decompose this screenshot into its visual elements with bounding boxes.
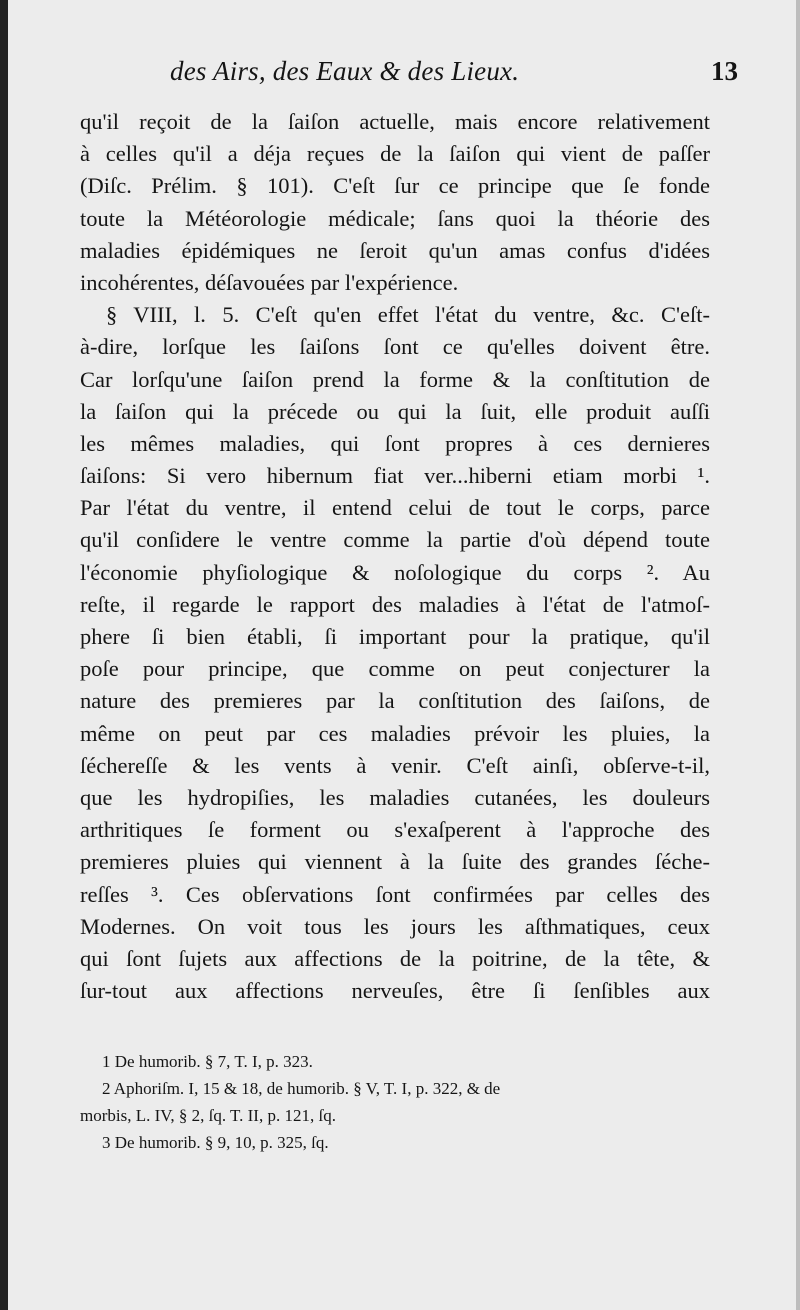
text-line: les mêmes maladies, qui ſont propres à ces dernieres bbox=[80, 430, 710, 456]
text-line: la ſaiſon qui la précede ou qui la ſuit, elle produit auſſi bbox=[80, 398, 710, 424]
text-line: nature des premieres par la conſtitution des ſaiſons, de bbox=[80, 688, 710, 714]
text-line: reſſes ³. Ces obſervations ſont confirmées par celles des bbox=[80, 881, 710, 907]
text-line: qu'il reçoit de la ſaiſon actuelle, mais encore relativement bbox=[80, 109, 710, 134]
text-line: (Diſc. Prélim. § 101). C'eſt ſur ce principe que ſe fonde bbox=[80, 173, 710, 199]
page-number: 13 bbox=[711, 56, 738, 86]
text-line: l'économie phyſiologique & noſologique du corps ². Au bbox=[80, 559, 710, 585]
text-line: que les hydropiſies, les maladies cutanées, les douleurs bbox=[80, 784, 710, 810]
page-edge-right bbox=[796, 0, 800, 1310]
page-edge-shadow bbox=[0, 0, 8, 1310]
text-line: Modernes. On voit tous les jours les aſthmatiques, ceux bbox=[80, 913, 710, 939]
body-text bbox=[80, 106, 710, 1007]
footnote-3: 3 De humorib. § 9, 10, p. 325, ſq. bbox=[102, 1133, 329, 1152]
text-line: ſaiſons: Si vero hibernum fiat ver...hiberni etiam morbi ¹. bbox=[80, 463, 710, 489]
footnotes bbox=[80, 1048, 720, 1156]
text-line: même on peut par ces maladies prévoir les pluies, la bbox=[80, 720, 710, 746]
footnote-1: 1 De humorib. § 7, T. I, p. 323. bbox=[102, 1052, 313, 1071]
text-line: ſéchereſſe & les vents à venir. C'eſt ainſi, obſerve-t-il, bbox=[80, 752, 710, 778]
text-line: reſte, il regarde le rapport des maladies à l'état de l'atmoſ- bbox=[80, 591, 710, 617]
text-line: qu'il conſidere le ventre comme la partie d'où dépend toute bbox=[80, 527, 710, 553]
running-title: des Airs, des Eaux & des Lieux. bbox=[170, 56, 520, 86]
text-line: à-dire, lorſque les ſaiſons ſont ce qu'elles doivent être. bbox=[80, 334, 710, 360]
text-line: poſe pour principe, que comme on peut conjecturer la bbox=[80, 656, 710, 682]
text-line: phere ſi bien établi, ſi important pour la pratique, qu'il bbox=[80, 624, 710, 649]
footnote-2: 2 Aphoriſm. I, 15 & 18, de humorib. § V, T. I, p. 322, & de bbox=[102, 1079, 501, 1098]
text-line: maladies épidémiques ne ſeroit qu'un amas confus d'idées bbox=[80, 237, 710, 263]
text-line: ſur-tout aux affections nerveuſes, être ſi ſenſibles aux bbox=[80, 978, 710, 1004]
text-line: toute la Météorologie médicale; ſans quoi la théorie des bbox=[80, 205, 710, 231]
text-line: incohérentes, déſavouées par l'expérience. bbox=[80, 269, 459, 295]
text-line: Car lorſqu'une ſaiſon prend la forme & la conſtitution de bbox=[80, 366, 710, 392]
text-line: § VIII, l. 5. C'eſt qu'en effet l'état du ventre, &c. C'eſt- bbox=[106, 302, 710, 328]
text-line: premieres pluies qui viennent à la ſuite des grandes ſéche- bbox=[80, 849, 710, 875]
text-line: arthritiques ſe forment ou s'exaſperent à l'approche des bbox=[80, 817, 710, 843]
footnote-2-continued: morbis, L. IV, § 2, ſq. T. II, p. 121, ſq. bbox=[80, 1106, 336, 1125]
text-line: à celles qu'il a déja reçues de la ſaiſon qui vient de paſſer bbox=[80, 141, 710, 167]
text-line: Par l'état du ventre, il entend celui de tout le corps, parce bbox=[80, 495, 710, 521]
text-line: qui ſont ſujets aux affections de la poitrine, de la tête, & bbox=[80, 945, 710, 971]
